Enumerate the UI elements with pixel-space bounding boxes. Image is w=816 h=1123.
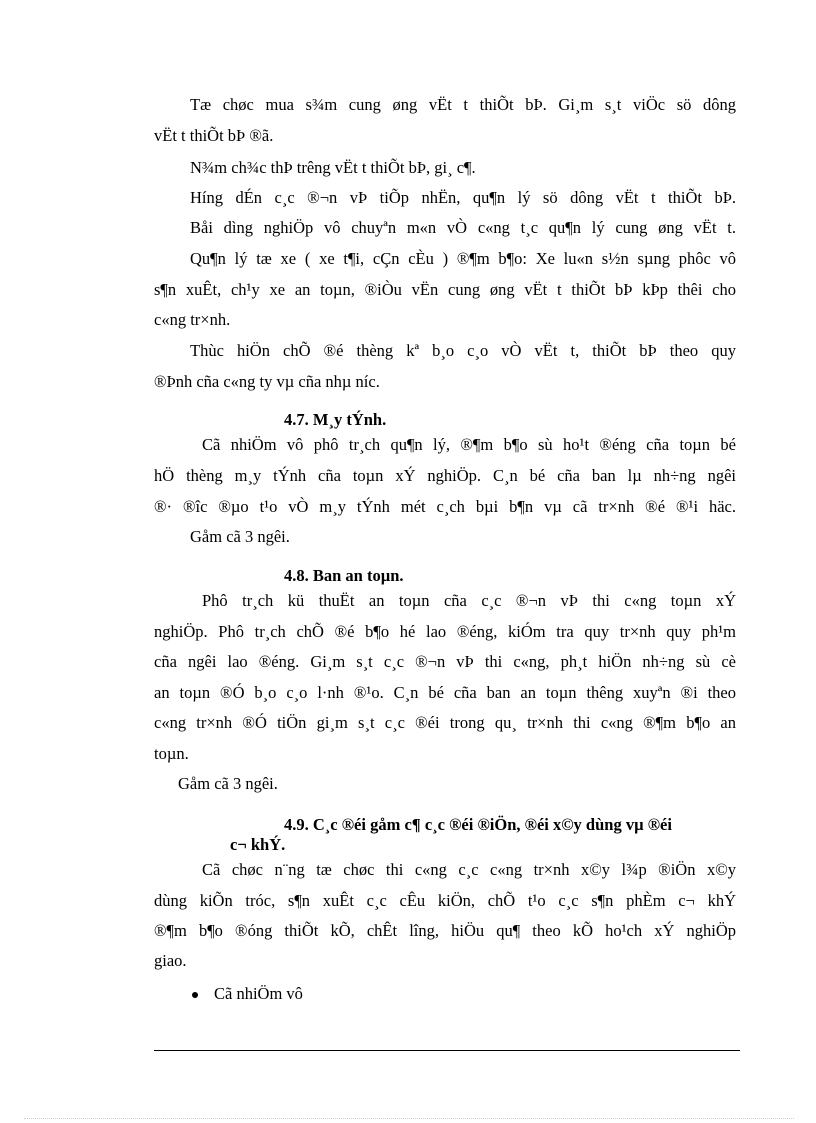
text-line: cña ngêi lao ®éng. Gi¸m s¸t c¸c ®¬n vÞ thi c«ng, ph¸t hiÖn nh÷ng sù cè (154, 652, 736, 671)
text-line: Gåm cã 3 ngêi. (178, 774, 278, 793)
text-line: Gåm cã 3 ngêi. (190, 527, 290, 546)
text-line: ®¶m b¶o ®óng thiÕt kÕ, chÊt lîng, hiÖu qu¶ theo kÕ ho¹ch xÝ nghiÖp (154, 921, 736, 940)
text-line: toµn. (154, 744, 189, 763)
text-line: N¾m ch¾c thÞ trêng vËt t thiÕt bÞ, gi¸ c¶. (190, 158, 476, 177)
page-bottom-border (24, 1118, 794, 1119)
text-line: s¶n xuÊt, ch¹y xe an toµn, ®iÒu vËn cung øng vËt t thiÕt bÞ kÞp thêi cho (154, 280, 736, 299)
section-heading-4-9: 4.9. C¸c ®éi gåm c¶ c¸c ®éi ®iÖn, ®éi x©y dùng vµ ®éi (284, 815, 672, 834)
text-line: Thùc hiÖn chÕ ®é thèng kª b¸o c¸o vÒ vËt t, thiÕt bÞ theo quy (190, 341, 736, 360)
footer-rule (154, 1050, 740, 1051)
text-line: Tæ chøc mua s¾m cung øng vËt t thiÕt bÞ. Gi¸m s¸t viÖc sö dông (190, 95, 736, 114)
text-line: giao. (154, 951, 187, 970)
text-line: Båi dìng nghiÖp vô chuyªn m«n vÒ c«ng t¸c qu¶n lý cung øng vËt t. (190, 218, 736, 237)
text-line: dùng kiÕn tróc, s¶n xuÊt c¸c cÊu kiÖn, chÕ t¹o c¸c s¶n phÈm c¬ khÝ (154, 891, 736, 910)
text-line: nghiÖp. Phô tr¸ch chÕ ®é b¶o hé lao ®éng, kiÓm tra quy tr×nh quy ph¹m (154, 622, 736, 641)
bullet-item (154, 984, 554, 1004)
text-line: Cã nhiÖm vô phô tr¸ch qu¶n lý, ®¶m b¶o sù ho¹t ®éng cña toµn bé (202, 435, 736, 454)
text-line: Híng dÉn c¸c ®¬n vÞ tiÕp nhËn, qu¶n lý sö dông vËt t thiÕt bÞ. (190, 188, 736, 207)
text-line: ®Þnh cña c«ng ty vµ cña nhµ níc. (154, 372, 380, 391)
section-heading-4-7: 4.7. M¸y tÝnh. (284, 410, 387, 429)
text-line: c«ng tr×nh ®Ó tiÖn gi¸m s¸t c¸c ®éi trong qu¸ tr×nh thi c«ng ®¶m b¶o an (154, 713, 736, 732)
text-line: Phô tr¸ch kü thuËt an toµn cña c¸c ®¬n vÞ thi c«ng toµn xÝ (202, 591, 736, 610)
text-line: ®· ®îc ®µo t¹o vÒ m¸y tÝnh mét c¸ch bµi b¶n vµ cã tr×nh ®é ®¹i häc. (154, 497, 736, 516)
bullet-dot-icon (192, 992, 198, 998)
text-line: c«ng tr×nh. (154, 310, 231, 329)
section-heading-4-8: 4.8. Ban an toµn. (284, 566, 404, 585)
text-line: Qu¶n lý tæ xe ( xe t¶i, cÇn cÈu ) ®¶m b¶o: Xe lu«n s½n sµng phôc vô (190, 249, 736, 268)
text-line: an toµn ®Ó b¸o c¸o l·nh ®¹o. C¸n bé cña ban an toµn thêng xuyªn ®i theo (154, 683, 736, 702)
text-line: vËt t thiÕt bÞ ®ã. (154, 126, 274, 145)
text-line: Cã chøc n¨ng tæ chøc thi c«ng c¸c c«ng tr×nh x©y l¾p ®iÖn x©y (202, 860, 736, 879)
section-heading-4-9-cont: c¬ khÝ. (230, 835, 286, 854)
text-line: hÖ thèng m¸y tÝnh cña toµn xÝ nghiÖp. C¸n bé cña ban lµ nh÷ng ngêi (154, 466, 736, 485)
bullet-text: Cã nhiÖm vô (214, 984, 303, 1003)
